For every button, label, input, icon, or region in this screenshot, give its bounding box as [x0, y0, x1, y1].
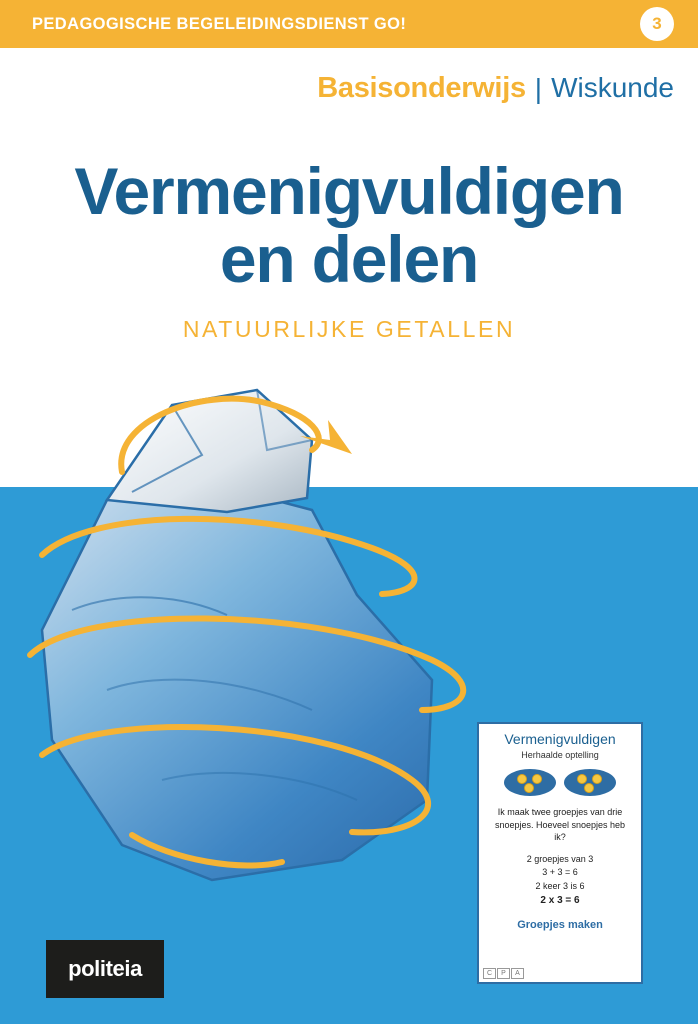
subject-line — [317, 72, 674, 105]
concept-card — [477, 722, 643, 984]
calculation-result: 2 x 3 = 6 — [540, 895, 580, 907]
course-label: Wiskunde — [551, 72, 674, 103]
candy-dot — [592, 774, 602, 784]
publisher-name: politeia — [68, 956, 142, 981]
page-title-line-2: en delen — [219, 221, 479, 296]
card-subtitle: Herhaalde optelling — [521, 750, 599, 761]
candy-group-2 — [564, 769, 616, 796]
calculation-line-2: 3 + 3 = 6 — [542, 867, 578, 878]
card-footer-label: Groepjes maken — [517, 919, 603, 932]
candy-dot — [524, 783, 534, 793]
candy-dot — [532, 774, 542, 784]
cpa-a: A — [511, 968, 524, 979]
subject-separator: | — [534, 73, 543, 104]
cpa-c: C — [483, 968, 496, 979]
cpa-p: P — [497, 968, 510, 979]
card-groups-illustration — [486, 769, 634, 796]
publisher-logo — [46, 940, 164, 998]
candy-dot — [584, 783, 594, 793]
page-title-line-1: Vermenigvuldigen — [74, 154, 624, 228]
card-title: Vermenigvuldigen — [504, 731, 616, 747]
education-level-label: Basisonderwijs — [317, 72, 526, 104]
organisation-label: PEDAGOGISCHE BEGELEIDINGSDIENST GO! — [32, 14, 407, 33]
top-orange-band — [0, 0, 698, 48]
page-subtitle: NATUURLIJKE GETALLEN — [182, 315, 516, 342]
iceberg-illustration — [12, 380, 512, 900]
card-body-text: Ik maak twee groepjes van drie snoepjes. Hoeveel snoepjes heb ik? — [494, 807, 626, 842]
iceberg-underwater-body — [42, 480, 432, 880]
calculation-line-3: 2 keer 3 is 6 — [535, 880, 585, 891]
card-calculation — [486, 853, 634, 909]
series-number-badge: 3 — [640, 7, 674, 41]
cpa-indicator — [483, 968, 524, 979]
candy-group-1 — [504, 769, 556, 796]
calculation-line-1: 2 groepjes van 3 — [526, 853, 594, 864]
title-block — [0, 154, 698, 343]
